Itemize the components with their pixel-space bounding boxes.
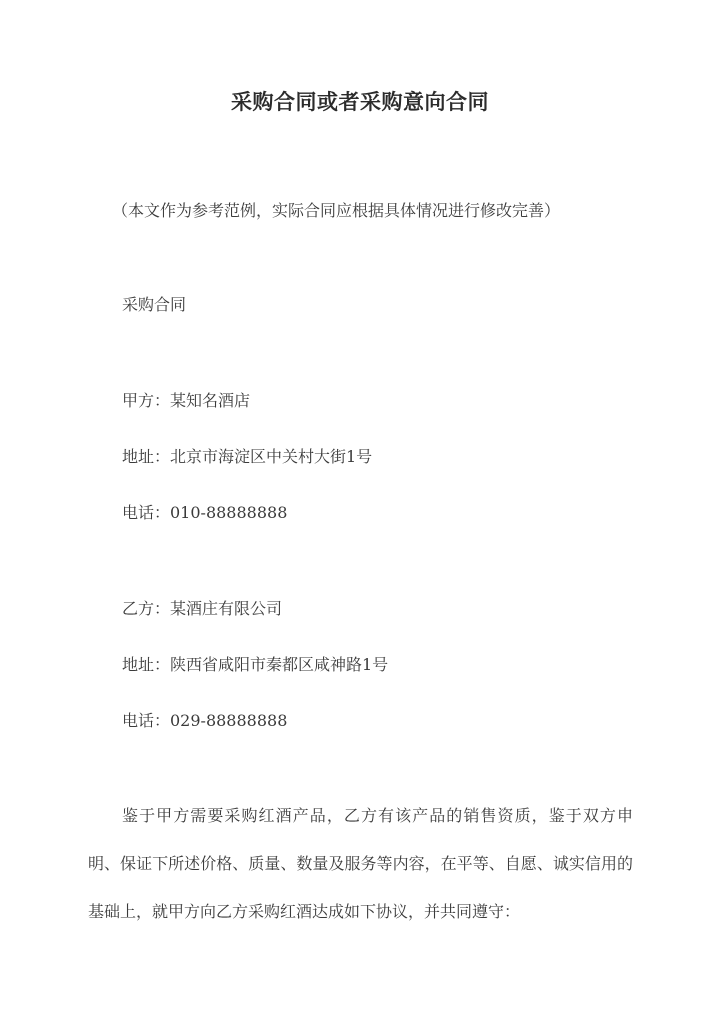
party-b-name: 乙方：某酒庄有限公司 bbox=[122, 599, 283, 618]
party-a-phone: 电话：010-88888888 bbox=[122, 503, 288, 522]
reference-note: （本文作为参考范例，实际合同应根据具体情况进行修改完善） bbox=[112, 201, 561, 220]
document-title: 采购合同或者采购意向合同 bbox=[231, 89, 489, 114]
contract-heading: 采购合同 bbox=[122, 295, 187, 314]
party-a-address: 地址：北京市海淀区中关村大街1号 bbox=[122, 447, 373, 466]
party-b-address: 地址：陕西省咸阳市秦都区咸神路1号 bbox=[122, 655, 389, 674]
intro-paragraph: 鉴于甲方需要采购红酒产品，乙方有该产品的销售资质，鉴于双方申明、保证下所述价格、质量、数量及服务等内容，在平等、自愿、诚实信用的基础上，就甲方向乙方采购红酒达成如下协议，并共同遵守： bbox=[88, 806, 633, 921]
party-a-name: 甲方：某知名酒店 bbox=[122, 391, 251, 410]
party-b-phone: 电话：029-88888888 bbox=[122, 711, 288, 730]
